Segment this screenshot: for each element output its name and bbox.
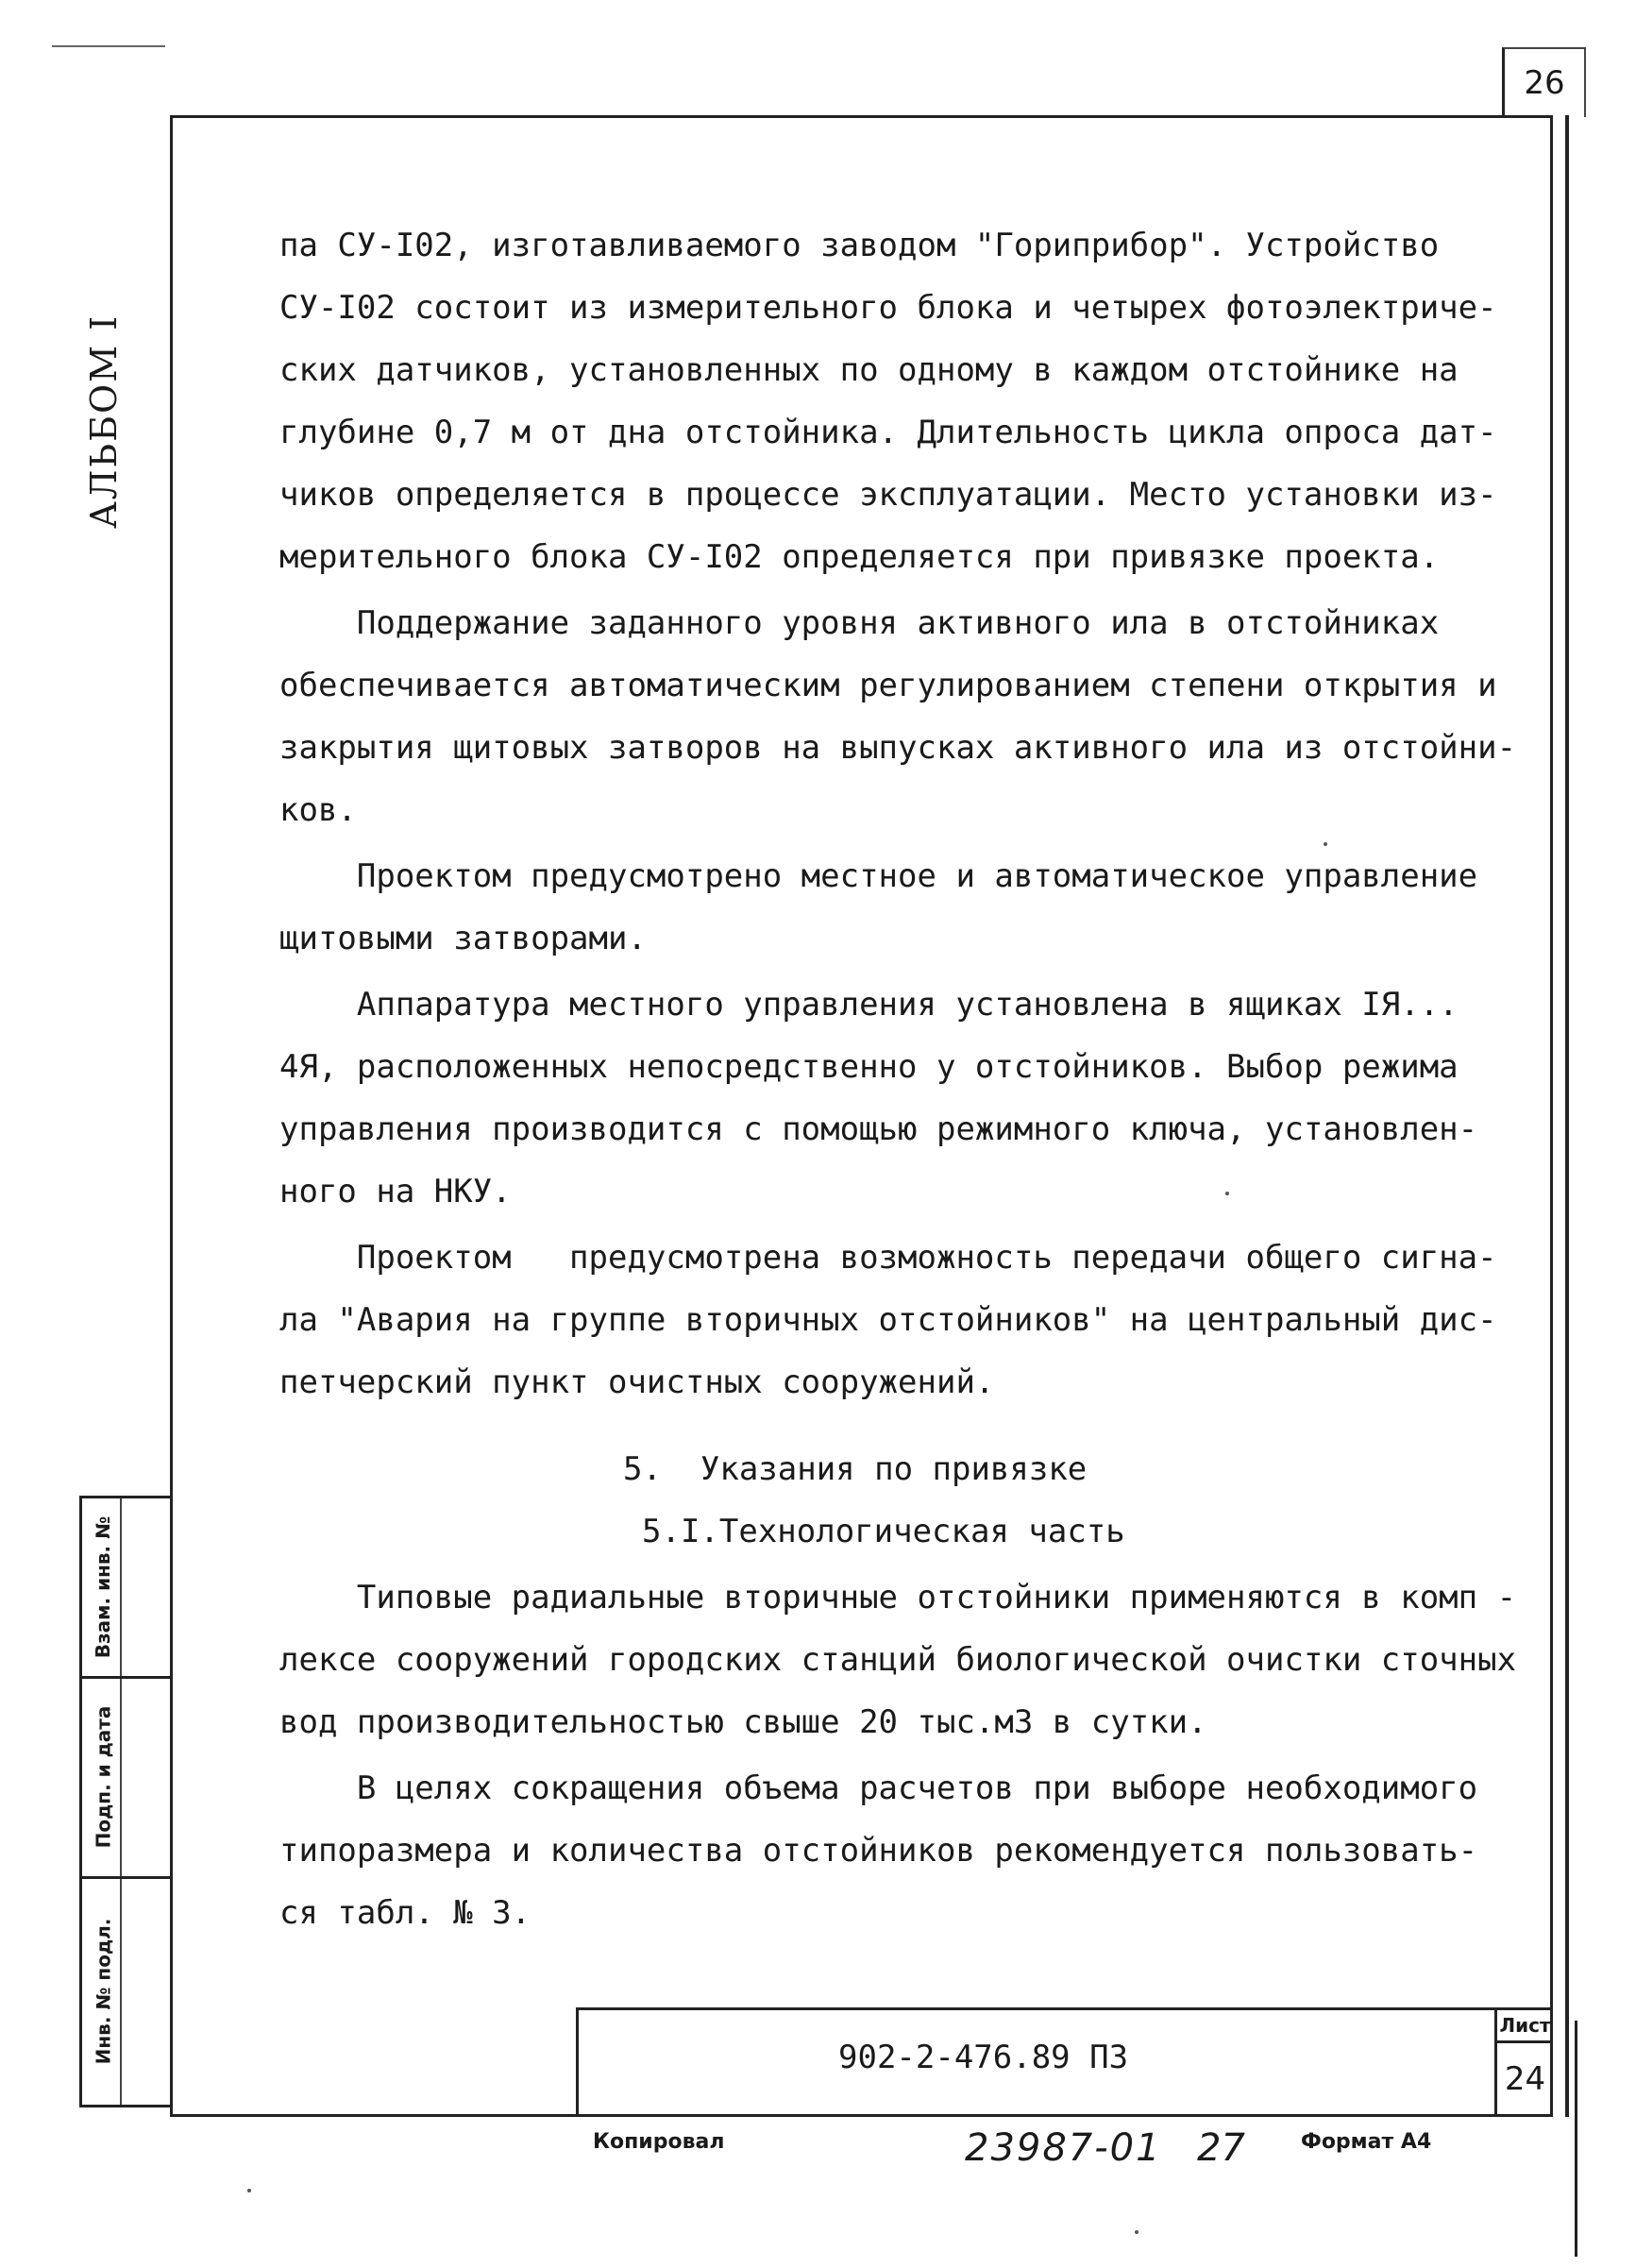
text-line: обеспечивается автоматическим регулированием степени открытия и <box>279 667 1497 704</box>
text-line: па СУ-I02, изготавливаемого заводом "Гориприбор". Устройство <box>279 227 1440 264</box>
text-line: лексе сооружений городских станций биологической очистки сточных <box>279 1641 1517 1679</box>
stamp-cell-original <box>84 1878 122 2105</box>
frame-right-edge <box>1565 115 1569 2117</box>
copy-number: 23987-01 <box>965 2126 1162 2170</box>
text-line: В целях сокращения объема расчетов при выборе необходимого <box>279 1769 1478 1807</box>
text-line: ла "Авария на группе вторичных отстойников" на центральный дис- <box>279 1301 1497 1339</box>
document-code: 902-2-476.89 ПЗ <box>838 2039 1129 2076</box>
text-line: закрытия щитовых затворов на выпусках активного ила из отстойни- <box>279 729 1517 767</box>
sheet-number: 24 <box>1504 2060 1546 2098</box>
stamp-cell-signature <box>84 1678 122 1876</box>
text-line: щитовыми затворами. <box>279 920 647 957</box>
sheet-label: Лист <box>1497 2010 1553 2043</box>
text-line: глубине 0,7 м от дна отстойника. Длительность цикла опроса дат- <box>279 414 1497 451</box>
text-line: мерительного блока СУ-I02 определяется при привязке проекта. <box>279 538 1440 576</box>
title-block <box>576 2007 1553 2117</box>
text-line: ся табл. № 3. <box>279 1894 531 1932</box>
stamp-label-replacement: Взам. инв. № <box>92 1515 115 1659</box>
text-line: Поддержание заданного уровня активного ила в отстойниках <box>279 604 1440 642</box>
text-line: типоразмера и количества отстойников рекомендуется пользовать- <box>279 1832 1478 1870</box>
text-line: Аппаратура местного управления установлена в ящиках IЯ... <box>279 986 1459 1024</box>
text-line: Проектом предусмотрена возможность передачи общего сигна- <box>279 1239 1497 1277</box>
stamp-label-original: Инв. № подл. <box>92 1918 115 2065</box>
stamp-cell-replacement <box>84 1498 122 1676</box>
text-line: вод производительностью свыше 20 тыс.м3 в сутки. <box>279 1703 1207 1741</box>
subsection-heading: 5.I.Технологическая часть <box>642 1513 1125 1550</box>
section-heading: 5. Указания по привязке <box>623 1450 1088 1488</box>
copied-by-label: Копировал <box>593 2130 725 2154</box>
album-label: АЛЬБОМ I <box>83 313 125 529</box>
text-line: СУ-I02 состоит из измерительного блока и четырех фотоэлектриче- <box>279 289 1497 327</box>
sheet-cell <box>1494 2010 1553 2117</box>
scan-speck <box>1324 842 1327 846</box>
text-line: 4Я, расположенных непосредственно у отстойников. Выбор режима <box>279 1048 1459 1086</box>
scan-speck <box>247 2189 251 2192</box>
right-margin-rule <box>1575 2021 1577 2257</box>
text-line: петчерский пункт очистных сооружений. <box>279 1363 995 1401</box>
copy-page-number: 27 <box>1197 2126 1245 2170</box>
approval-stamp-column <box>79 1496 170 2107</box>
text-line: чиков определяется в процессе эксплуатации. Место установки из- <box>279 476 1497 514</box>
text-line: управления производится с помощью режимного ключа, установлен- <box>279 1110 1478 1148</box>
text-line: Проектом предусмотрено местное и автоматическое управление <box>279 857 1478 895</box>
format-label: Формат А4 <box>1301 2130 1432 2154</box>
scan-speck <box>1225 1192 1229 1195</box>
text-line: ских датчиков, установленных по одному в каждом отстойнике на <box>279 351 1459 389</box>
scan-speck <box>1135 2230 1138 2234</box>
text-line: Типовые радиальные вторичные отстойники применяются в комп - <box>279 1579 1517 1616</box>
top-left-dash <box>52 45 165 47</box>
page-number: 26 <box>1502 47 1586 117</box>
text-line: ного на НКУ. <box>279 1173 512 1210</box>
text-line: ков. <box>279 791 357 829</box>
stamp-label-signature: Подп. и дата <box>92 1705 115 1849</box>
